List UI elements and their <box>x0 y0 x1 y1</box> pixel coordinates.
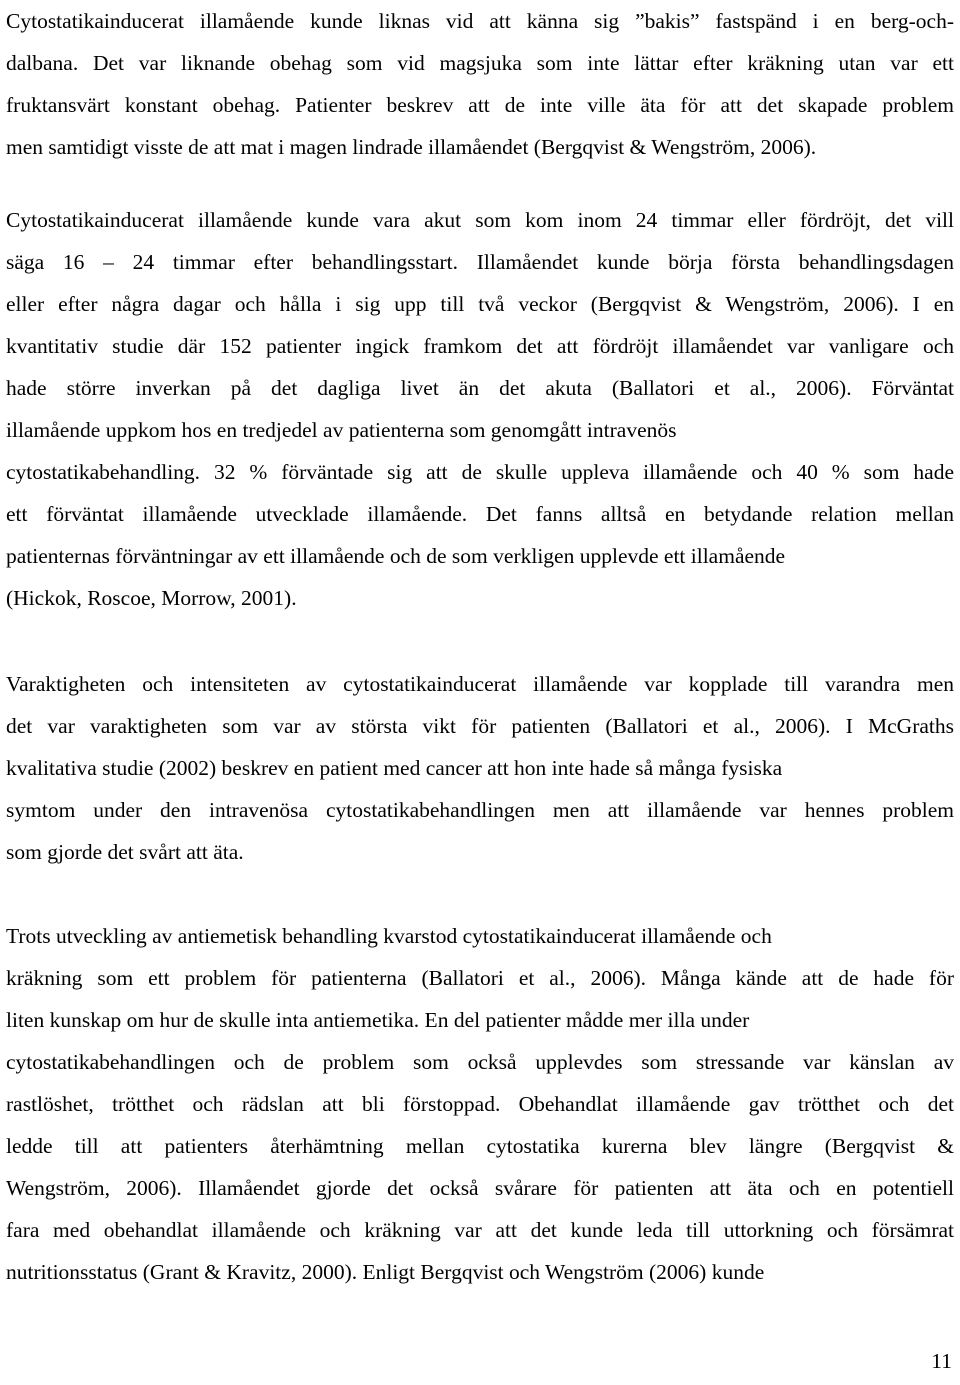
text-line: fruktansvärt konstant obehag. Patienter beskrev att de inte ville äta för att det skapade problem <box>6 93 954 117</box>
text-line: symtom under den intravenösa cytostatikabehandlingen men att illamående var hennes problem <box>6 798 954 822</box>
paragraph-4 <box>6 915 954 1293</box>
text-line: Wengström, 2006). Illamåendet gjorde det också svårare för patienten att äta och en potentiell <box>6 1176 954 1200</box>
text-line: dalbana. Det var liknande obehag som vid magsjuka som inte lättar efter kräkning utan var ett <box>6 51 954 75</box>
text-line: eller efter några dagar och hålla i sig upp till två veckor (Bergqvist & Wengström, 2006). I en <box>6 292 954 316</box>
text-line: hade större inverkan på det dagliga livet än det akuta (Ballatori et al., 2006). Förväntat <box>6 376 954 400</box>
text-line: kvantitativ studie där 152 patienter ingick framkom det att fördröjt illamåendet var vanligare och <box>6 334 954 358</box>
paragraph-3 <box>6 663 954 873</box>
paragraph-1 <box>6 0 954 168</box>
text-line: Cytostatikainducerat illamående kunde liknas vid att känna sig ”bakis” fastspänd i en berg-och- <box>6 9 954 33</box>
document-page <box>6 0 954 1385</box>
text-line: fara med obehandlat illamående och kräkning var att det kunde leda till uttorkning och försämrat <box>6 1218 954 1242</box>
text-line: illamående uppkom hos en tredjedel av patienterna som genomgått intravenös <box>6 418 677 442</box>
text-line: ett förväntat illamående utvecklade illamående. Det fanns alltså en betydande relation mellan <box>6 502 954 526</box>
text-line: liten kunskap om hur de skulle inta antiemetika. En del patienter mådde mer illa under <box>6 1008 750 1032</box>
text-line: (Hickok, Roscoe, Morrow, 2001). <box>6 586 297 610</box>
text-line: cytostatikabehandling. 32 % förväntade sig att de skulle uppleva illamående och 40 % som hade <box>6 460 954 484</box>
text-line: som gjorde det svårt att äta. <box>6 840 244 864</box>
text-line: Varaktigheten och intensiteten av cytostatikainducerat illamående var kopplade till varandra men <box>6 672 954 696</box>
text-line: kräkning som ett problem för patienterna (Ballatori et al., 2006). Många kände att de hade för <box>6 966 954 990</box>
text-line: säga 16 – 24 timmar efter behandlingsstart. Illamåendet kunde börja första behandlingsdagen <box>6 250 954 274</box>
text-line: nutritionsstatus (Grant & Kravitz, 2000). Enligt Bergqvist och Wengström (2006) kunde <box>6 1260 765 1284</box>
text-line: ledde till att patienters återhämtning mellan cytostatika kurerna blev längre (Bergqvist & <box>6 1134 954 1158</box>
text-line: rastlöshet, trötthet och rädslan att bli förstoppad. Obehandlat illamående gav trötthet och det <box>6 1092 954 1116</box>
text-line: det var varaktigheten som var av största vikt för patienten (Ballatori et al., 2006). I McGraths <box>6 714 954 738</box>
text-line: men samtidigt visste de att mat i magen lindrade illamåendet (Bergqvist & Wengström, 2006). <box>6 135 817 159</box>
text-line: kvalitativa studie (2002) beskrev en patient med cancer att hon inte hade så många fysiska <box>6 756 783 780</box>
page-number: 11 <box>931 1349 952 1373</box>
text-line: Cytostatikainducerat illamående kunde vara akut som kom inom 24 timmar eller fördröjt, det vill <box>6 208 954 232</box>
text-line: Trots utveckling av antiemetisk behandling kvarstod cytostatikainducerat illamående och <box>6 924 772 948</box>
paragraph-2 <box>6 199 954 619</box>
text-line: patienternas förväntningar av ett illamående och de som verkligen upplevde ett illamående <box>6 544 786 568</box>
text-line: cytostatikabehandlingen och de problem som också upplevdes som stressande var känslan av <box>6 1050 954 1074</box>
